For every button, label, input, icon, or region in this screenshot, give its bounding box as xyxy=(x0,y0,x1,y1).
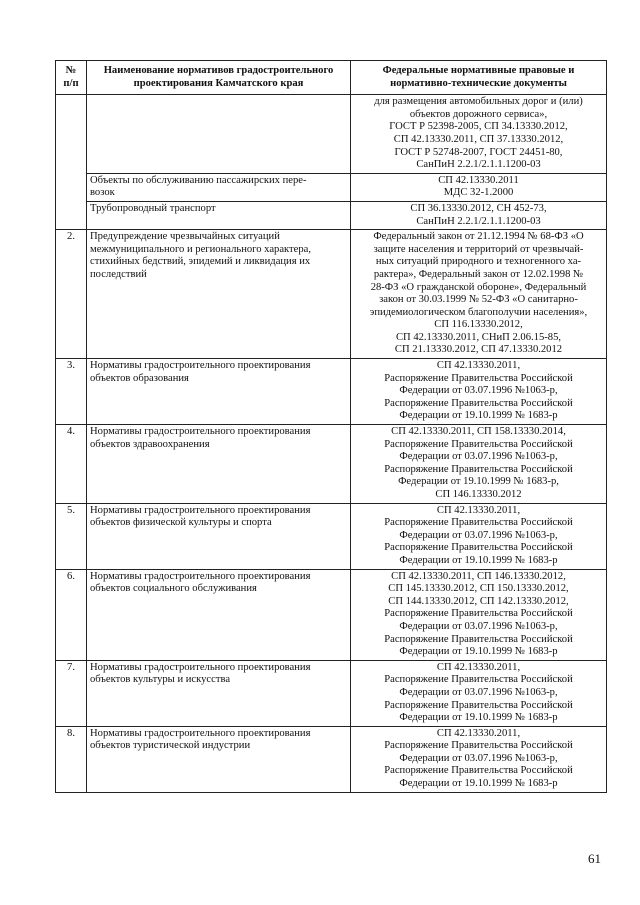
header-name: Наименование нормативов градостроительного проектирования Камчатского края xyxy=(87,61,351,95)
row-name-cell: Нормативы градостроительного проектирования объектов культуры и искусства xyxy=(87,660,351,726)
row-number-cell: 2. xyxy=(56,230,87,359)
table-row xyxy=(56,359,607,425)
row-documents-cell: СП 36.13330.2012, СН 452-73, СанПиН 2.2.1/2.1.1.1200-03 xyxy=(351,201,607,229)
row-number-cell: 5. xyxy=(56,503,87,569)
row-number-cell xyxy=(56,95,87,230)
table-row xyxy=(56,230,607,359)
row-name-cell: Нормативы градостроительного проектирования объектов здравоохранения xyxy=(87,425,351,504)
row-number-cell: 4. xyxy=(56,425,87,504)
row-name-cell: Нормативы градостроительного проектирования объектов туристической индустрии xyxy=(87,726,351,792)
page-number: 61 xyxy=(588,851,601,866)
row-documents-cell: для размещения автомобильных дорог и (или) объектов дорожного сервиса», ГОСТ Р 52398-2005, СП 34.13330.2012, СП 42.13330.2011, СП 37.13330.2012, ГОСТ Р 52748-2007, ГОСТ 24451-80, СанПиН 2.2.1/2.1.1.1200-03 xyxy=(351,95,607,174)
row-documents-cell: СП 42.13330.2011, СП 146.13330.2012, СП 145.13330.2012, СП 150.13330.2012, СП 144.13330.2012, СП 142.13330.2012, Распоряжение Правительства Российской Федерации от 03.07.1996 №1063-р, Распоряжение Правительства Российской Федерации от 19.10.1999 № 1683-р xyxy=(351,569,607,660)
row-name-cell: Предупреждение чрезвычайных ситуаций межмуниципального и регионального характера, стихийных бедствий, эпидемий и ликвидация их последствий xyxy=(87,230,351,359)
row-documents-cell: СП 42.13330.2011, Распоряжение Правительства Российской Федерации от 03.07.1996 №1063-р, Распоряжение Правительства Российской Федерации от 19.10.1999 № 1683-р xyxy=(351,726,607,792)
table-row xyxy=(56,425,607,504)
row-number-cell: 3. xyxy=(56,359,87,425)
row-number-cell: 8. xyxy=(56,726,87,792)
table-row xyxy=(56,201,607,229)
row-documents-cell: Федеральный закон от 21.12.1994 № 68-ФЗ «О защите населения и территорий от чрезвычай- ных ситуаций природного и техногенного ха- рактера», Федеральный закон от 12.02.1998 № 28-ФЗ «О гражданской обороне», Федеральный закон от 30.03.1999 № 52-ФЗ «О санитарно- эпидемиологическом благополучии населения», СП 116.13330.2012, СП 42.13330.2011, СНиП 2.06.15-85, СП 21.13330.2012, СП 47.13330.2012 xyxy=(351,230,607,359)
row-number-cell: 7. xyxy=(56,660,87,726)
row-name-cell xyxy=(87,95,351,174)
header-number: № п/п xyxy=(56,61,87,95)
table-row xyxy=(56,726,607,792)
table-header-row xyxy=(56,61,607,95)
table-row xyxy=(56,95,607,174)
table-row xyxy=(56,569,607,660)
row-number-cell: 6. xyxy=(56,569,87,660)
table-row xyxy=(56,660,607,726)
row-documents-cell: СП 42.13330.2011, СП 158.13330.2014, Распоряжение Правительства Российской Федерации от 03.07.1996 №1063-р, Распоряжение Правительства Российской Федерации от 19.10.1999 № 1683-р, СП 146.13330.2012 xyxy=(351,425,607,504)
row-name-cell: Объекты по обслуживанию пассажирских пере- возок xyxy=(87,173,351,201)
table-row xyxy=(56,173,607,201)
row-documents-cell: СП 42.13330.2011, Распоряжение Правительства Российской Федерации от 03.07.1996 №1063-р, Распоряжение Правительства Российской Федерации от 19.10.1999 № 1683-р xyxy=(351,503,607,569)
row-name-cell: Нормативы градостроительного проектирования объектов физической культуры и спорта xyxy=(87,503,351,569)
row-name-cell: Нормативы градостроительного проектирования объектов социального обслуживания xyxy=(87,569,351,660)
table-row xyxy=(56,503,607,569)
row-name-cell: Трубопроводный транспорт xyxy=(87,201,351,229)
row-name-cell: Нормативы градостроительного проектирования объектов образования xyxy=(87,359,351,425)
row-documents-cell: СП 42.13330.2011 МДС 32-1.2000 xyxy=(351,173,607,201)
header-documents: Федеральные нормативные правовые и нормативно-технические документы xyxy=(351,61,607,95)
row-documents-cell: СП 42.13330.2011, Распоряжение Правительства Российской Федерации от 03.07.1996 №1063-р, Распоряжение Правительства Российской Федерации от 19.10.1999 № 1683-р xyxy=(351,660,607,726)
regulations-table xyxy=(55,60,607,793)
row-documents-cell: СП 42.13330.2011, Распоряжение Правительства Российской Федерации от 03.07.1996 №1063-р, Распоряжение Правительства Российской Федерации от 19.10.1999 № 1683-р xyxy=(351,359,607,425)
